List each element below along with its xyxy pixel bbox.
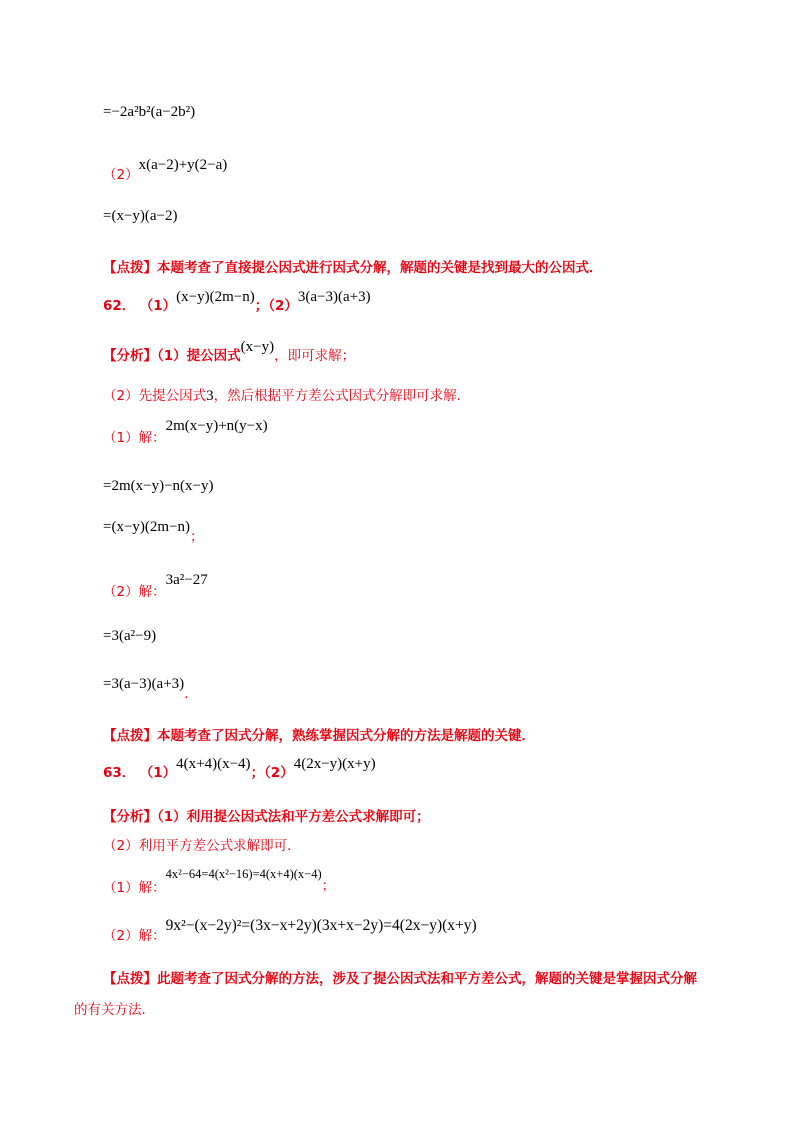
analysis-63-line-1: 【分析】（1）利用提公因式法和平方差公式求解即可； xyxy=(103,809,430,825)
part-2-expression: x(a−2)+y(2−a) xyxy=(138,157,228,173)
tip-line-1: 【点拨】本题考查了直接提公因式进行因式分解，解题的关键是找到最大的公因式． xyxy=(103,260,603,276)
question-62-separator: ；（2） xyxy=(254,298,298,314)
solution-62-1-step-1: =2m(x−y)−n(x−y) xyxy=(103,478,214,494)
solution-62-2-label: （2）解： xyxy=(103,584,166,600)
solution-62-1-line xyxy=(103,414,268,446)
question-62-answer-2: 3(a−3)(a+3) xyxy=(297,289,371,305)
step-line-1: =−2a²b²(a−2b²) xyxy=(103,104,196,120)
solution-63-2-label: （2）解： xyxy=(103,928,166,944)
question-63-answer xyxy=(103,752,376,781)
question-63-part-1: （1） xyxy=(139,765,177,781)
question-62-part-1: （1） xyxy=(139,298,177,314)
part-2-label: （2） xyxy=(103,167,139,183)
solution-62-1-label: （1）解： xyxy=(103,430,166,446)
solution-62-1-step-2-end: ； xyxy=(190,529,204,545)
question-62-answer xyxy=(103,285,371,314)
solution-63-1-expression: 4x²−64=4(x²−16)=4(x+4)(x−4) xyxy=(165,867,322,881)
solution-62-2-expression: 3a²−27 xyxy=(165,572,208,588)
solution-62-2-line xyxy=(103,568,208,600)
tip-63-line-2: 的有关方法． xyxy=(74,1002,155,1018)
solution-62-2-step-1: =3(a²−9) xyxy=(103,628,157,644)
question-62-answer-1: (x−y)(2m−n) xyxy=(176,289,255,305)
solution-63-2-line xyxy=(103,914,477,944)
tip-62: 【点拨】本题考查了因式分解，熟练掌握因式分解的方法是解题的关键． xyxy=(103,728,535,744)
analysis-62-line-2-prefix: （2）先提公因式 xyxy=(103,388,207,404)
solution-62-2-step-2: =3(a−3)(a+3) xyxy=(103,676,185,692)
tip-63-line-1: 【点拨】此题考查了因式分解的方法，涉及了提公因式法和平方差公式，解题的关键是掌握因式分解 xyxy=(103,971,697,987)
analysis-62-line-1 xyxy=(103,335,356,364)
analysis-62-suffix: ，即可求解； xyxy=(274,348,356,364)
analysis-63-line-2: （2）利用平方差公式求解即可． xyxy=(103,838,301,854)
analysis-62-prefix: 【分析】（1）提公因式 xyxy=(103,348,241,364)
question-63-answer-2: 4(2x−y)(x+y) xyxy=(293,756,376,772)
question-63-answer-1: 4(x+4)(x−4) xyxy=(176,756,251,772)
question-63-number: 63． xyxy=(103,765,136,781)
question-62-number: 62． xyxy=(103,298,136,314)
step-line-3: =(x−y)(a−2) xyxy=(103,208,178,224)
solution-63-1-line xyxy=(103,862,336,896)
analysis-62-line-2-suffix: ，然后根据平方差公式因式分解即可求解． xyxy=(213,388,471,404)
solution-62-1-expression: 2m(x−y)+n(y−x) xyxy=(165,418,268,434)
question-63-separator: ；（2） xyxy=(250,765,294,781)
solution-62-1-step-2: =(x−y)(2m−n) xyxy=(103,519,191,535)
solution-63-2-expression: 9x²−(x−2y)²=(3x−x+2y)(3x+x−2y)=4(2x−y)(x+y) xyxy=(165,917,477,934)
solution-63-1-end: ； xyxy=(321,878,336,894)
analysis-62-line-2 xyxy=(103,384,470,405)
solution-63-1-label: （1）解： xyxy=(103,880,166,896)
solution-62-2-step-2-line xyxy=(103,672,198,702)
solution-62-2-step-2-end: ． xyxy=(184,686,198,702)
analysis-62-factor: (x−y) xyxy=(240,339,275,355)
part-2-line xyxy=(103,153,228,183)
solution-62-1-step-2-line xyxy=(103,515,204,545)
analysis-62-factor-3: 3 xyxy=(206,388,214,404)
